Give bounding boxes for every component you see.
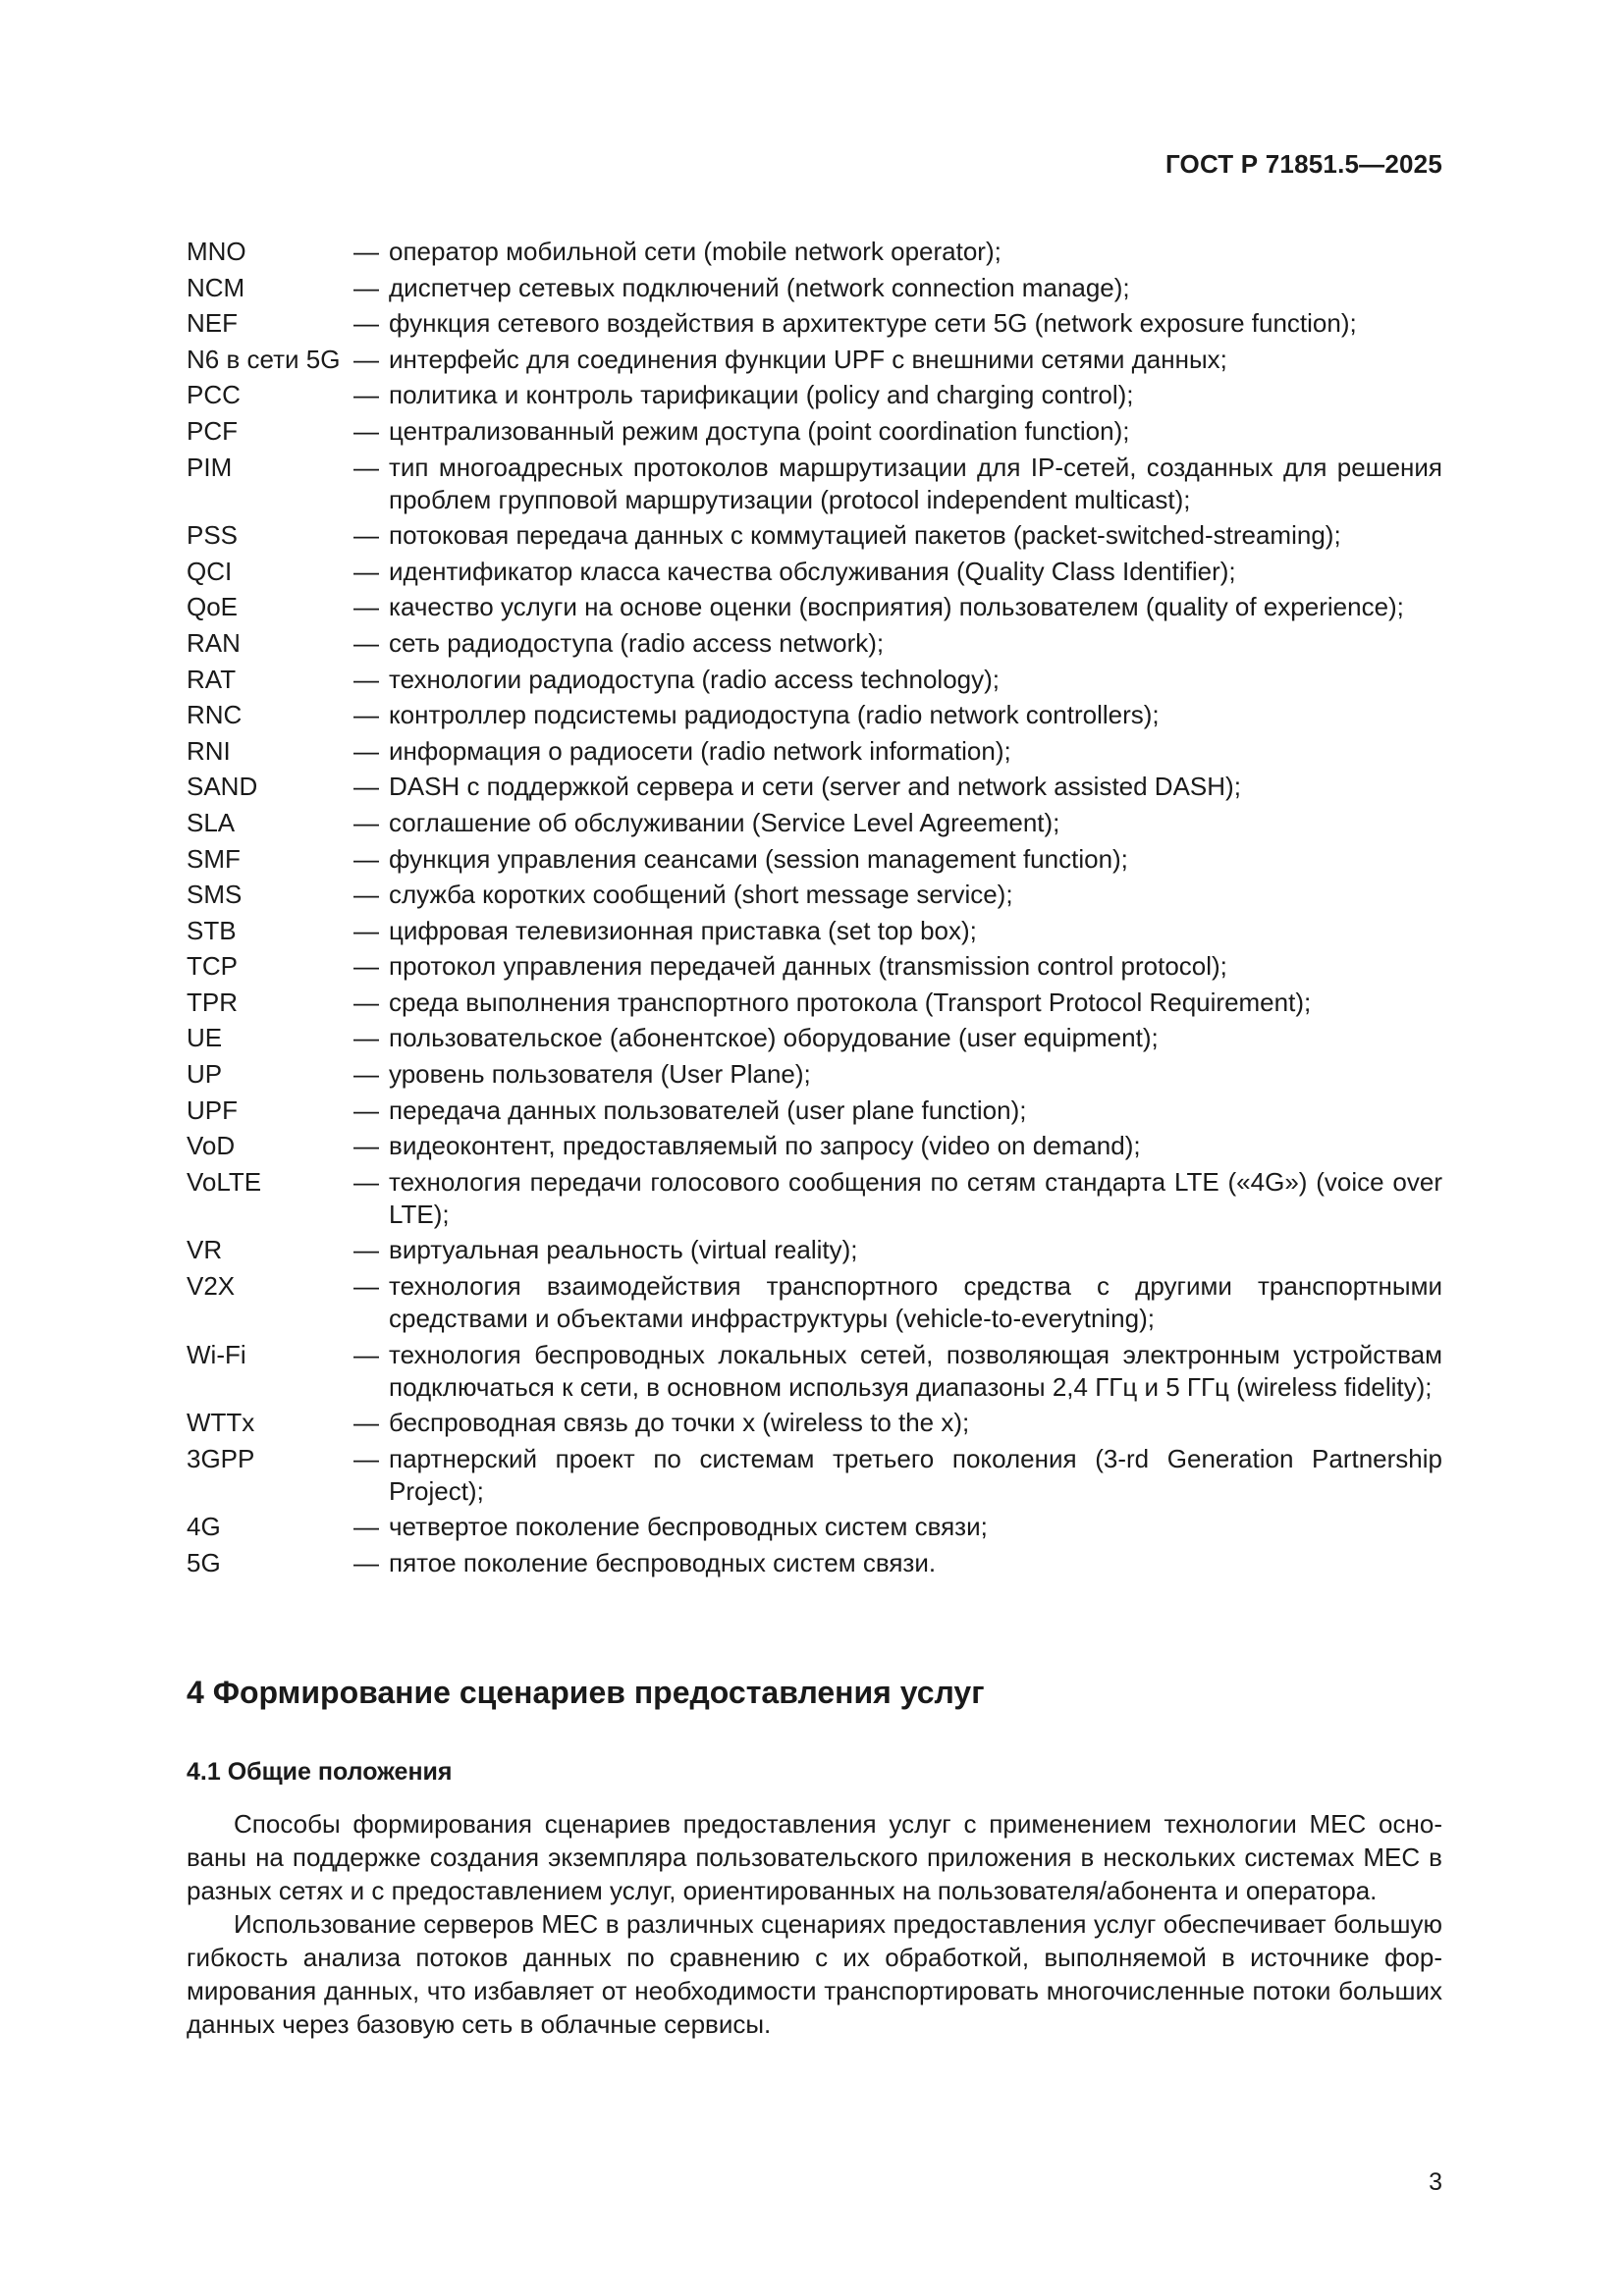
abbreviation-row (187, 807, 1442, 839)
abbreviation-row (187, 843, 1442, 876)
abbreviation-row (187, 1511, 1442, 1543)
abbreviation-term: UP (187, 1059, 223, 1090)
abbreviation-row (187, 1270, 1442, 1335)
abbreviation-row (187, 1095, 1442, 1127)
subsection-title: 4.1 Общие положения (187, 1758, 453, 1786)
paragraph: Способы формирования сценариев предоставления услуг с применением технологии МЕС основаны на поддержке создания экземпляра пользовательского приложения в нескольких системах МЕС в разных сетях и с предоставлением услуг, ориентированных на пользователя/абонента и оператора. (187, 1809, 1442, 1905)
em-dash: — (353, 1059, 379, 1090)
abbreviation-term: SMF (187, 843, 241, 874)
abbreviation-term: WTTx (187, 1408, 255, 1438)
em-dash: — (353, 1095, 379, 1125)
em-dash: — (353, 415, 379, 446)
em-dash: — (353, 1166, 379, 1197)
em-dash: — (353, 344, 379, 374)
abbreviation-definition: сеть радиодоступа (radio access network); (389, 627, 885, 658)
abbreviation-row (187, 452, 1442, 516)
abbreviation-definition: информация о радиосети (radio network information); (389, 735, 1011, 766)
abbreviation-row (187, 627, 1442, 660)
abbreviation-term: VoD (187, 1131, 236, 1161)
abbreviation-row (187, 236, 1442, 268)
abbreviation-definition: видеоконтент, предоставляемый по запросу (video on demand); (389, 1131, 1141, 1161)
abbreviation-term: 5G (187, 1548, 221, 1577)
em-dash: — (353, 1023, 379, 1053)
abbreviation-row (187, 556, 1442, 588)
section-body (187, 1807, 1442, 2041)
abbreviation-definition: тип многоадресных протоколов маршрутизации для IP-сетей, созданных для решения проблем групповой маршрутизации (protocol independent multicast); (389, 452, 1442, 514)
abbreviation-definition: четвертое поколение беспроводных систем связи; (389, 1512, 988, 1542)
em-dash: — (353, 272, 379, 302)
paragraph: Использование серверов МЕС в различных сценариях предоставления услуг обеспечивает большую гибкость анализа потоков данных по сравнению с их обработкой, выполняемой в источнике формирования данных, что избавляет от необходимости транспортировать многочисленные потоки больших данных через базовую сеть в облачные сервисы. (187, 1909, 1442, 2039)
em-dash: — (353, 1443, 379, 1473)
em-dash: — (353, 592, 379, 622)
em-dash: — (353, 772, 379, 802)
abbreviation-definition: среда выполнения транспортного протокола (Transport Protocol Requirement); (389, 987, 1312, 1017)
abbreviation-row (187, 664, 1442, 696)
abbreviation-term: QCI (187, 556, 233, 586)
abbreviation-term: VR (187, 1235, 223, 1265)
em-dash: — (353, 807, 379, 837)
em-dash: — (353, 556, 379, 586)
abbreviation-definition: пятое поколение беспроводных систем связи. (389, 1548, 937, 1577)
abbreviation-term: RNI (187, 735, 231, 766)
abbreviation-definition: контроллер подсистемы радиодоступа (radio network controllers); (389, 700, 1160, 730)
abbreviation-definition: технологии радиодоступа (radio access technology); (389, 664, 1001, 694)
abbreviation-term: 3GPP (187, 1443, 255, 1473)
abbreviation-term: NCM (187, 272, 245, 302)
abbreviation-term: TCP (187, 951, 238, 982)
abbreviation-row (187, 950, 1442, 983)
abbreviation-term: UE (187, 1023, 223, 1053)
abbreviation-row (187, 987, 1442, 1019)
abbreviation-row (187, 1058, 1442, 1091)
abbreviation-term: SLA (187, 807, 236, 837)
abbreviation-row (187, 344, 1442, 376)
abbreviation-row (187, 879, 1442, 911)
abbreviation-row (187, 1339, 1442, 1404)
em-dash: — (353, 237, 379, 266)
abbreviation-definition: виртуальная реальность (virtual reality); (389, 1235, 858, 1265)
abbreviation-term: PCC (187, 380, 241, 410)
abbreviation-term: RAN (187, 627, 241, 658)
em-dash: — (353, 735, 379, 766)
abbreviation-row (187, 379, 1442, 411)
abbreviation-definition: функция управления сеансами (session management function); (389, 843, 1128, 874)
abbreviation-definition: цифровая телевизионная приставка (set top box); (389, 915, 977, 945)
abbreviation-term: PCF (187, 415, 238, 446)
abbreviation-definition: качество услуги на основе оценки (восприятия) пользователем (quality of experience); (389, 592, 1404, 622)
abbreviation-row (187, 1407, 1442, 1439)
em-dash: — (353, 1339, 379, 1369)
abbreviation-term: QoE (187, 592, 239, 622)
abbreviation-row (187, 519, 1442, 552)
abbreviation-definition: пользовательское (абонентское) оборудование (user equipment); (389, 1023, 1159, 1053)
em-dash: — (353, 1235, 379, 1265)
abbreviation-row (187, 1166, 1442, 1231)
section-title: 4 Формирование сценариев предоставления услуг (187, 1675, 985, 1710)
em-dash: — (353, 452, 379, 482)
abbreviation-term: PSS (187, 520, 239, 551)
em-dash: — (353, 843, 379, 874)
abbreviation-term: MNO (187, 237, 246, 266)
abbreviation-term: STB (187, 915, 237, 945)
abbreviation-definition: технология взаимодействия транспортного средства с другими транспортными средствами и объектами инфраструктуры (vehicle-to-everytning); (389, 1271, 1442, 1334)
abbreviation-row (187, 771, 1442, 803)
abbreviation-definition: оператор мобильной сети (mobile network operator); (389, 237, 1001, 266)
abbreviation-row (187, 1234, 1442, 1266)
abbreviation-term: RAT (187, 664, 237, 694)
abbreviation-definition: уровень пользователя (User Plane); (389, 1059, 811, 1090)
abbreviation-term: N6 в сети 5G (187, 344, 341, 374)
abbreviation-term: V2X (187, 1271, 236, 1302)
em-dash: — (353, 308, 379, 339)
em-dash: — (353, 915, 379, 945)
abbreviation-row (187, 272, 1442, 304)
abbreviation-term: UPF (187, 1095, 238, 1125)
em-dash: — (353, 987, 379, 1017)
abbreviation-term: TPR (187, 987, 238, 1017)
abbreviation-term: Wi-Fi (187, 1339, 246, 1369)
em-dash: — (353, 1131, 379, 1161)
abbreviation-term: 4G (187, 1512, 221, 1542)
abbreviation-definition: передача данных пользователей (user plane function); (389, 1095, 1027, 1125)
em-dash: — (353, 880, 379, 910)
abbreviation-row (187, 699, 1442, 731)
abbreviation-row (187, 735, 1442, 768)
abbreviation-definition: протокол управления передачей данных (transmission control protocol); (389, 951, 1227, 982)
abbreviation-definition: партнерский проект по системам третьего поколения (3-rd Generation Partnership Project); (389, 1443, 1442, 1506)
abbreviation-definition: политика и контроль тарификации (policy and charging control); (389, 380, 1134, 410)
abbreviation-row (187, 307, 1442, 340)
abbreviation-row (187, 915, 1442, 947)
em-dash: — (353, 1548, 379, 1577)
abbreviation-row (187, 591, 1442, 623)
abbreviation-list (187, 236, 1442, 1583)
abbreviation-term: NEF (187, 308, 238, 339)
abbreviation-row (187, 1130, 1442, 1162)
abbreviation-term: SMS (187, 880, 243, 910)
abbreviation-definition: функция сетевого воздействия в архитектуре сети 5G (network exposure function); (389, 308, 1357, 339)
abbreviation-definition: интерфейс для соединения функции UPF с внешними сетями данных; (389, 344, 1227, 374)
abbreviation-definition: идентификатор класса качества обслуживания (Quality Class Identifier); (389, 556, 1236, 586)
abbreviation-definition: DASH с поддержкой сервера и сети (server and network assisted DASH); (389, 772, 1241, 802)
em-dash: — (353, 951, 379, 982)
abbreviation-definition: централизованный режим доступа (point coordination function); (389, 415, 1130, 446)
em-dash: — (353, 1271, 379, 1302)
abbreviation-row (187, 1443, 1442, 1508)
abbreviation-definition: потоковая передача данных с коммутацией пакетов (packet-switched-streaming); (389, 520, 1341, 551)
em-dash: — (353, 520, 379, 551)
em-dash: — (353, 380, 379, 410)
abbreviation-definition: диспетчер сетевых подключений (network connection manage); (389, 272, 1130, 302)
abbreviation-term: SAND (187, 772, 258, 802)
page-number: 3 (1429, 2168, 1442, 2196)
abbreviation-definition: беспроводная связь до точки x (wireless to the x); (389, 1408, 970, 1438)
abbreviation-definition: соглашение об обслуживании (Service Level Agreement); (389, 807, 1060, 837)
em-dash: — (353, 700, 379, 730)
abbreviation-row (187, 415, 1442, 448)
abbreviation-term: PIM (187, 452, 233, 482)
abbreviation-definition: технология передачи голосового сообщения по сетям стандарта LTE («4G») (voice over LTE); (389, 1166, 1442, 1229)
em-dash: — (353, 1512, 379, 1542)
em-dash: — (353, 664, 379, 694)
abbreviation-row (187, 1547, 1442, 1579)
abbreviation-definition: служба коротких сообщений (short message service); (389, 880, 1013, 910)
em-dash: — (353, 627, 379, 658)
abbreviation-term: RNC (187, 700, 243, 730)
abbreviation-term: VoLTE (187, 1166, 262, 1197)
em-dash: — (353, 1408, 379, 1438)
document-code: ГОСТ Р 71851.5—2025 (1164, 149, 1442, 179)
abbreviation-definition: технология беспроводных локальных сетей, позволяющая электронным устройствам подключаться к сети, в основном используя диапазоны 2,4 ГГц и 5 ГГц (wireless fidelity); (389, 1339, 1442, 1402)
abbreviation-row (187, 1022, 1442, 1054)
